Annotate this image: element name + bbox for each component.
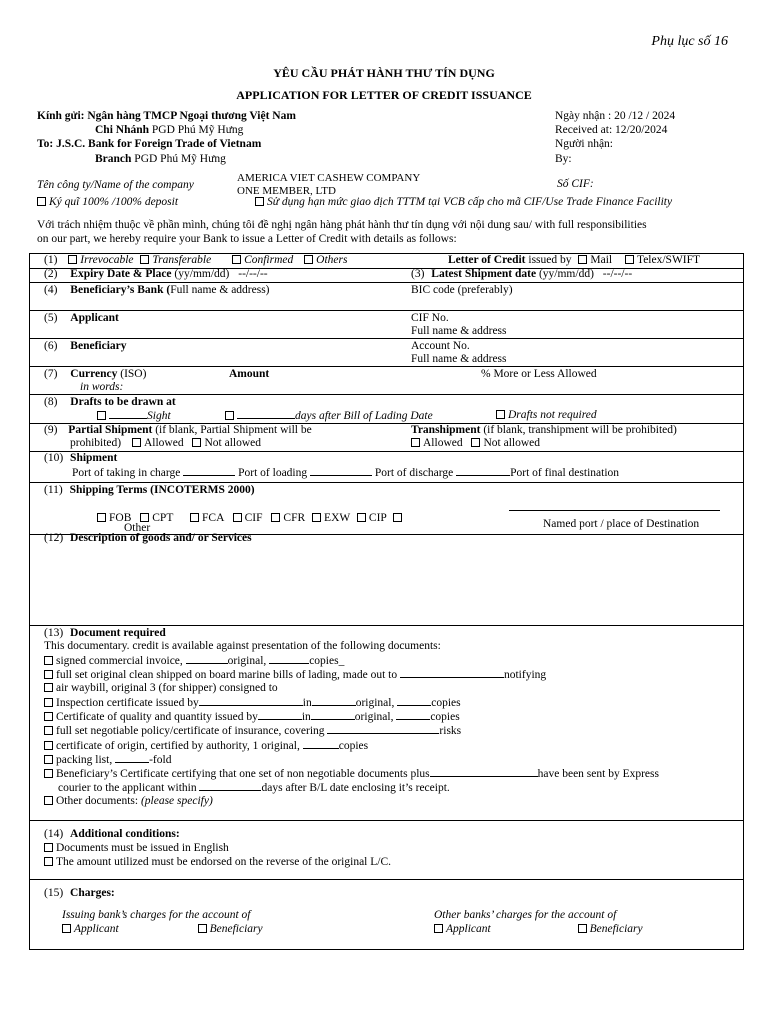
telex-checkbox[interactable]: [625, 255, 634, 264]
fca-checkbox[interactable]: [190, 513, 199, 522]
invoice-original-field[interactable]: [186, 654, 228, 664]
exw-checkbox[interactable]: [312, 513, 321, 522]
section-3: (3) Latest Shipment date (yy/mm/dd) --/--/--: [411, 268, 633, 280]
receipt-date-en: Received at: 12/20/2024: [555, 124, 668, 136]
beneficiary-cert-plus-field[interactable]: [430, 767, 538, 777]
days-after-checkbox[interactable]: [225, 411, 234, 420]
doc-certificate-origin: certificate of origin, certified by authority, 1 original, copies: [44, 739, 368, 754]
expiry-date-field[interactable]: --/--/--: [238, 268, 268, 280]
drafts-not-required-option[interactable]: Drafts not required: [496, 409, 597, 423]
beneficiary-account-label: Account No.: [411, 340, 470, 352]
partial-shipment-options: prohibited) Allowed Not allowed: [70, 437, 261, 449]
section-5: (5) Applicant: [44, 312, 119, 324]
doc-quality-certificate: Certificate of quality and quantity issued by in original, copies: [44, 710, 460, 725]
section-11: (11) Shipping Terms (INCOTERMS 2000): [44, 484, 255, 496]
section-13: (13) Document required: [44, 627, 166, 639]
section-15: (15) Charges:: [44, 887, 115, 899]
inspection-issuer-field[interactable]: [199, 696, 303, 706]
deposit-option[interactable]: [37, 196, 178, 210]
applicant-cif-label: CIF No.: [411, 312, 449, 324]
other-charges-label: Other banks’ charges for the account of: [434, 909, 617, 921]
port-loading-field[interactable]: [310, 466, 372, 476]
title-en: APPLICATION FOR LETTER OF CREDIT ISSUANCE: [236, 88, 532, 102]
cif-label: [557, 178, 594, 192]
partial-not-allowed-checkbox[interactable]: [192, 438, 201, 447]
doc-inspection-certificate: Inspection certificate issued by in original, copies: [44, 696, 461, 711]
bill-of-lading-checkbox[interactable]: [44, 670, 53, 679]
quality-issuer-field[interactable]: [258, 710, 302, 720]
facility-label: Sử dụng hạn mức giao dịch TTTM tại VCB cấp cho mã CIF/Use Trade Finance Facility: [267, 196, 673, 208]
cif-checkbox[interactable]: [233, 513, 242, 522]
sight-field[interactable]: [109, 409, 147, 419]
quality-in-field[interactable]: [311, 710, 355, 720]
drafts-not-required-checkbox[interactable]: [496, 410, 505, 419]
section-4: (4) Beneficiary’s Bank (Full name & address): [44, 284, 270, 296]
cfr-checkbox[interactable]: [271, 513, 280, 522]
partial-allowed-checkbox[interactable]: [132, 438, 141, 447]
issuing-beneficiary-checkbox[interactable]: [198, 924, 207, 933]
addressee-vi: [37, 110, 296, 124]
beneficiary-certificate-checkbox[interactable]: [44, 769, 53, 778]
section-8: (8) Drafts to be drawn at: [44, 396, 176, 408]
port-taking-charge-field[interactable]: [183, 466, 235, 476]
incoterms-options: FOB CPT FCA CIF CFR EXW CIP: [97, 512, 405, 526]
amount-in-words-label: in words:: [80, 381, 124, 393]
other-documents-checkbox[interactable]: [44, 796, 53, 805]
confirmed-checkbox[interactable]: [232, 255, 241, 264]
days-after-field[interactable]: [237, 409, 295, 419]
branch-vi: [95, 124, 243, 138]
to-en-value: J.S.C. Bank for Foreign Trade of Vietnam: [56, 138, 262, 150]
facility-option[interactable]: [255, 196, 672, 210]
packing-list-checkbox[interactable]: [44, 755, 53, 764]
to-en-label: To:: [37, 138, 54, 150]
section-7: (7) Currency (ISO): [44, 368, 147, 380]
shipment-ports: Port of taking in charge Port of loading Port of discharge Port of final destination: [72, 467, 620, 479]
section-9: (9) Partial Shipment (if blank, Partial Shipment will be: [44, 424, 312, 436]
documents-intro: This documentary. credit is available against presentation of the following documents:: [44, 640, 441, 652]
condition-endorsed: The amount utilized must be endorsed on the reverse of the original L/C.: [44, 856, 391, 870]
issuing-charges-label: Issuing bank’s charges for the account of: [62, 909, 251, 921]
title-vi: YÊU CẦU PHÁT HÀNH THƯ TÍN DỤNG: [273, 66, 495, 80]
beneficiary-full-label: Full name & address: [411, 353, 507, 365]
other-term-checkbox[interactable]: [393, 513, 402, 522]
transhipment: Transhipment (if blank, transhipment will be prohibited): [411, 424, 677, 436]
port-discharge-field[interactable]: [456, 466, 510, 476]
other-term-label: Other: [124, 522, 151, 534]
cpt-checkbox[interactable]: [140, 513, 149, 522]
bl-made-out-field[interactable]: [400, 668, 504, 678]
tolerance-label: % More or Less Allowed: [481, 368, 597, 380]
issuing-applicant-checkbox[interactable]: [62, 924, 71, 933]
doc-bill-of-lading: full set original clean shipped on board marine bills of lading, made out to notifying: [44, 668, 546, 683]
section-14: (14) Additional conditions:: [44, 828, 180, 840]
cip-checkbox[interactable]: [357, 513, 366, 522]
condition-english: Documents must be issued in English: [44, 842, 229, 856]
section-6: (6) Beneficiary: [44, 340, 127, 352]
air-waybill-checkbox[interactable]: [44, 683, 53, 692]
bic-code-label: BIC code (preferably): [411, 284, 513, 296]
origin-copies-field[interactable]: [303, 739, 339, 749]
facility-checkbox[interactable]: [255, 197, 264, 206]
other-beneficiary-checkbox[interactable]: [578, 924, 587, 933]
certificate-origin-checkbox[interactable]: [44, 741, 53, 750]
doc-insurance: full set negotiable policy/certificate of insurance, covering risks: [44, 724, 461, 739]
trans-allowed-checkbox[interactable]: [411, 438, 420, 447]
section-2: (2) Expiry Date & Place (yy/mm/dd) --/--/--: [44, 268, 268, 280]
courier-days-field[interactable]: [199, 781, 261, 791]
amount-label: Amount: [229, 368, 270, 380]
branch-vi-value: PGD Phú Mỹ Hưng: [151, 124, 244, 136]
doc-commercial-invoice: signed commercial invoice, original, copies_: [44, 654, 344, 669]
appendix-label: Phụ lục số 16: [651, 34, 728, 49]
applicant-full-label: Full name & address: [411, 325, 507, 337]
receiver-vi: Người nhận:: [555, 138, 613, 150]
irrevocable-checkbox[interactable]: [68, 255, 77, 264]
to-vi-label: Kính gửi:: [37, 110, 85, 122]
condition-endorsed-checkbox[interactable]: [44, 857, 53, 866]
receipt-date-vi: Ngày nhận : 20 /12 / 2024: [555, 110, 676, 122]
quality-certificate-checkbox[interactable]: [44, 712, 53, 721]
goods-description-field[interactable]: [40, 548, 730, 620]
fob-checkbox[interactable]: [97, 513, 106, 522]
commercial-invoice-checkbox[interactable]: [44, 656, 53, 665]
transhipment-options: Allowed Not allowed: [411, 437, 540, 451]
doc-other: Other documents: (please specify): [44, 795, 213, 809]
branch-en: [95, 153, 226, 167]
deposit-checkbox[interactable]: [37, 197, 46, 206]
company-name-line2: ONE MEMBER, LTD: [237, 185, 336, 197]
draft-sight-option[interactable]: Sight: [97, 409, 171, 424]
section-1: (1) Irrevocable Transferable Confirmed Others: [44, 254, 348, 266]
other-applicant-checkbox[interactable]: [434, 924, 443, 933]
doc-beneficiary-certificate-line2: courier to the applicant within days after B/L date enclosing it’s receipt.: [58, 782, 450, 794]
others-checkbox[interactable]: [304, 255, 313, 264]
inspection-copies-field[interactable]: [397, 696, 431, 706]
receiver-en: By:: [555, 153, 572, 165]
packing-fold-field[interactable]: [115, 753, 149, 763]
intro-line2: on our part, we hereby require your Bank to issue a Letter of Credit with details as follows:: [37, 233, 457, 245]
branch-en-label: Branch: [95, 153, 132, 165]
insurance-risks-field[interactable]: [327, 724, 439, 734]
quality-copies-field[interactable]: [396, 710, 430, 720]
named-port-field[interactable]: [509, 510, 720, 511]
doc-air-waybill: air waybill, original 3 (for shipper) consigned to: [44, 682, 278, 696]
intro-line1: Với trách nhiệm thuộc về phần mình, chúng tôi đề nghị ngân hàng phát hành thư tín dụng với nội dung sau/ with full responsibilities: [37, 219, 647, 231]
condition-english-checkbox[interactable]: [44, 843, 53, 852]
other-charges-options: Applicant Beneficiary: [434, 923, 643, 937]
invoice-copies-field[interactable]: [269, 654, 309, 664]
branch-en-value: PGD Phú Mỹ Hưng: [134, 153, 226, 165]
inspection-certificate-checkbox[interactable]: [44, 698, 53, 707]
doc-beneficiary-certificate: Beneficiary’s Certificate certifying that one set of non negotiable documents plus have been sent by Express: [44, 767, 659, 782]
latest-shipment-field[interactable]: --/--/--: [602, 268, 633, 280]
branch-vi-label: Chi Nhánh: [95, 124, 150, 136]
addressee-en: [37, 138, 261, 152]
company-label: Tên công ty/Name of the company: [37, 179, 194, 191]
mail-checkbox[interactable]: [578, 255, 587, 264]
issuing-charges-options: Applicant Beneficiary: [62, 923, 263, 937]
named-port-label: Named port / place of Destination: [543, 518, 700, 530]
to-vi-value: Ngân hàng TMCP Ngoại thương Việt Nam: [87, 110, 296, 122]
sight-checkbox[interactable]: [97, 411, 106, 420]
transferable-checkbox[interactable]: [140, 255, 149, 264]
insurance-checkbox[interactable]: [44, 726, 53, 735]
company-name-line1: AMERICA VIET CASHEW COMPANY: [237, 172, 421, 184]
deposit-label: Ký quĩ 100% /100% deposit: [49, 196, 179, 208]
lc-issued-by: Letter of Credit issued by Mail Telex/SWIFT: [448, 254, 701, 266]
trans-not-allowed-checkbox[interactable]: [471, 438, 480, 447]
cif-label-text: Số CIF:: [557, 178, 594, 190]
section-12: (12) Description of goods and/ or Services: [44, 532, 252, 544]
draft-days-option[interactable]: days after Bill of Lading Date: [225, 409, 433, 424]
section-10: (10) Shipment: [44, 452, 118, 464]
inspection-in-field[interactable]: [312, 696, 356, 706]
doc-packing-list: packing list, -fold: [44, 753, 171, 768]
